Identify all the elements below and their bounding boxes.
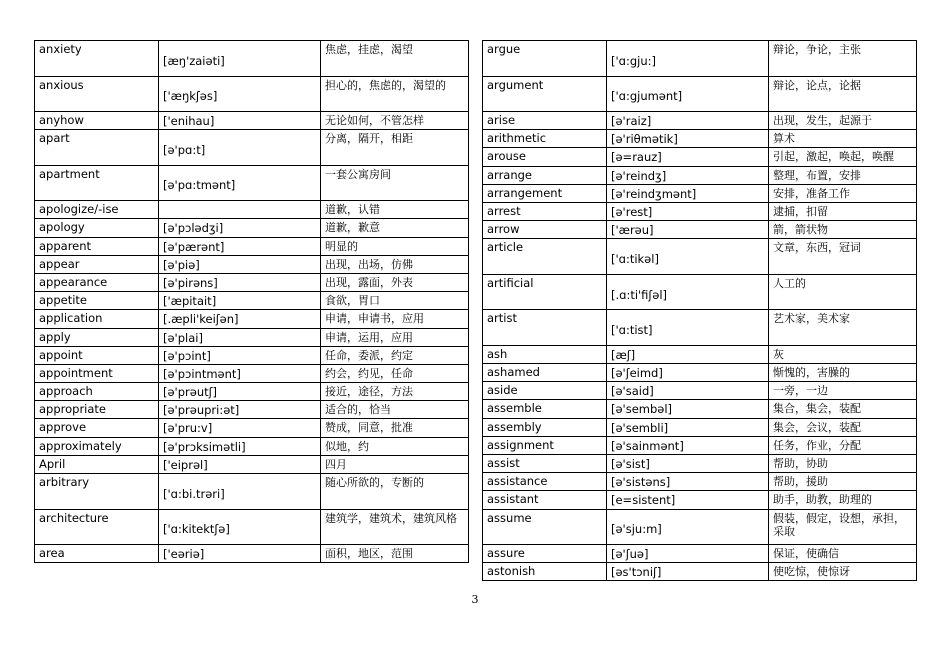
meaning-cell: 一套公寓房间 <box>321 165 469 201</box>
vocab-row <box>35 474 469 510</box>
phonetic-cell: [ə'prəupri:ət] <box>159 401 321 419</box>
word-cell: argument <box>483 76 607 112</box>
vocab-row <box>35 292 469 310</box>
phonetic-cell: ['æŋkʃəs] <box>159 76 321 112</box>
meaning-cell: 似地，约 <box>321 437 469 455</box>
word-cell: assist <box>483 454 607 472</box>
phonetic-cell: ['eəriə] <box>159 545 321 563</box>
word-cell: apology <box>35 219 159 237</box>
phonetic-cell: ['ɑ:kitektʃə] <box>159 509 321 545</box>
phonetic-cell: ['enihau] <box>159 112 321 130</box>
word-cell: arrange <box>483 166 607 184</box>
phonetic-cell: [ə'ʃeimd] <box>607 364 769 382</box>
word-cell: approve <box>35 419 159 437</box>
word-cell: arbitrary <box>35 474 159 510</box>
word-cell: ashamed <box>483 364 607 382</box>
word-cell: astonish <box>483 563 607 581</box>
word-cell: artist <box>483 310 607 346</box>
word-cell: appropriate <box>35 401 159 419</box>
phonetic-cell: [ə'sembli] <box>607 418 769 436</box>
word-cell: area <box>35 545 159 563</box>
phonetic-cell: ['ɑ:tikəl] <box>607 239 769 275</box>
meaning-cell: 助手，助教，助理的 <box>769 491 917 509</box>
word-cell: argue <box>483 41 607 77</box>
meaning-cell: 面积，地区，范围 <box>321 545 469 563</box>
phonetic-cell: [ə'sembəl] <box>607 400 769 418</box>
vocab-row <box>483 345 917 363</box>
vocab-row <box>483 382 917 400</box>
meaning-cell: 帮助，援助 <box>769 473 917 491</box>
meaning-cell: 箭，箭状物 <box>769 221 917 239</box>
vocab-row <box>35 346 469 364</box>
phonetic-cell: ['ɑ:bi.trəri] <box>159 474 321 510</box>
meaning-cell: 集会，会议，装配 <box>769 418 917 436</box>
meaning-cell: 出现，发生，起源于 <box>769 112 917 130</box>
word-cell: ash <box>483 345 607 363</box>
vocab-row <box>35 201 469 219</box>
word-cell: apply <box>35 328 159 346</box>
meaning-cell: 保证，使确信 <box>769 545 917 563</box>
phonetic-cell: [ə'pirəns] <box>159 273 321 291</box>
word-cell: appear <box>35 255 159 273</box>
meaning-cell: 安排，准备工作 <box>769 184 917 202</box>
vocab-row <box>483 509 917 545</box>
phonetic-cell: [ə'pɔlədʒi] <box>159 219 321 237</box>
phonetic-cell: [ə'piə] <box>159 255 321 273</box>
meaning-cell: 文章，东西，冠词 <box>769 239 917 275</box>
meaning-cell: 随心所欲的，专断的 <box>321 474 469 510</box>
meaning-cell: 辩论，论点，论据 <box>769 76 917 112</box>
phonetic-cell: ['ærəu] <box>607 221 769 239</box>
vocab-row <box>35 545 469 563</box>
vocab-row <box>483 418 917 436</box>
word-cell: artificial <box>483 274 607 310</box>
meaning-cell: 申请，运用，应用 <box>321 328 469 346</box>
phonetic-cell: [ə'riθmətik] <box>607 130 769 148</box>
meaning-cell: 接近，途径，方法 <box>321 383 469 401</box>
vocab-row <box>35 401 469 419</box>
phonetic-cell: [ə'prəutʃ] <box>159 383 321 401</box>
meaning-cell: 一旁，一边 <box>769 382 917 400</box>
meaning-cell: 约会，约见，任命 <box>321 364 469 382</box>
page-number: 3 <box>471 593 479 606</box>
vocab-row <box>483 112 917 130</box>
meaning-cell: 道歉，歉意 <box>321 219 469 237</box>
meaning-cell: 四月 <box>321 455 469 473</box>
vocab-row <box>35 41 469 77</box>
meaning-cell: 艺术家，美术家 <box>769 310 917 346</box>
phonetic-cell: [ə'pɑ:t] <box>159 130 321 166</box>
phonetic-cell: [ə'pɔint] <box>159 346 321 364</box>
meaning-cell: 任命，委派，约定 <box>321 346 469 364</box>
meaning-cell: 出现，出场，仿佛 <box>321 255 469 273</box>
phonetic-cell: [ə'raiz] <box>607 112 769 130</box>
vocab-row <box>483 436 917 454</box>
vocab-row <box>483 202 917 220</box>
meaning-cell: 焦虑，挂虑，渴望 <box>321 41 469 77</box>
word-cell: appointment <box>35 364 159 382</box>
word-cell: arithmetic <box>483 130 607 148</box>
phonetic-cell: [ə'pru:v] <box>159 419 321 437</box>
meaning-cell: 担心的，焦虑的，渴望的 <box>321 76 469 112</box>
vocab-row <box>483 563 917 581</box>
vocab-row <box>483 76 917 112</box>
word-cell: arrow <box>483 221 607 239</box>
phonetic-cell: [ə'sist] <box>607 454 769 472</box>
phonetic-cell: [ə'reindʒmənt] <box>607 184 769 202</box>
meaning-cell: 申请，申请书，应用 <box>321 310 469 328</box>
meaning-cell: 建筑学，建筑术，建筑风格 <box>321 509 469 545</box>
word-cell: apart <box>35 130 159 166</box>
phonetic-cell: [ə'sju:m] <box>607 509 769 545</box>
word-cell: apparent <box>35 237 159 255</box>
vocab-row <box>35 130 469 166</box>
vocab-row <box>483 41 917 77</box>
vocab-row <box>483 310 917 346</box>
phonetic-cell: [əs'tɔniʃ] <box>607 563 769 581</box>
word-cell: assembly <box>483 418 607 436</box>
phonetic-cell: [ə'prɔksimətli] <box>159 437 321 455</box>
meaning-cell: 道歉，认错 <box>321 201 469 219</box>
vocab-row <box>35 383 469 401</box>
meaning-cell: 集合，集会，装配 <box>769 400 917 418</box>
meaning-cell: 逮捕，扣留 <box>769 202 917 220</box>
phonetic-cell: [.æpli'keiʃən] <box>159 310 321 328</box>
phonetic-cell: ['ɑ:gjumənt] <box>607 76 769 112</box>
phonetic-cell: [ə'sainmənt] <box>607 436 769 454</box>
vocab-row <box>35 219 469 237</box>
phonetic-cell: ['æpitait] <box>159 292 321 310</box>
phonetic-cell: [ə'pɑ:tmənt] <box>159 165 321 201</box>
vocab-row <box>35 419 469 437</box>
word-cell: appearance <box>35 273 159 291</box>
vocab-row <box>483 400 917 418</box>
word-cell: article <box>483 239 607 275</box>
vocab-row <box>35 509 469 545</box>
vocab-row <box>483 454 917 472</box>
word-cell: April <box>35 455 159 473</box>
word-cell: application <box>35 310 159 328</box>
meaning-cell: 分离，隔开，相距 <box>321 130 469 166</box>
word-cell: arrest <box>483 202 607 220</box>
meaning-cell: 无论如何，不管怎样 <box>321 112 469 130</box>
meaning-cell: 算术 <box>769 130 917 148</box>
vocab-row <box>35 76 469 112</box>
phonetic-cell: [ə'reindʒ] <box>607 166 769 184</box>
word-cell: architecture <box>35 509 159 545</box>
word-cell: anxious <box>35 76 159 112</box>
vocab-row <box>35 237 469 255</box>
vocab-row <box>483 545 917 563</box>
word-cell: appoint <box>35 346 159 364</box>
vocab-row <box>483 274 917 310</box>
meaning-cell: 适合的，恰当 <box>321 401 469 419</box>
word-cell: approach <box>35 383 159 401</box>
phonetic-cell: ['eiprəl] <box>159 455 321 473</box>
meaning-cell: 任务，作业，分配 <box>769 436 917 454</box>
word-cell: assistance <box>483 473 607 491</box>
vocab-row <box>483 473 917 491</box>
phonetic-cell: [ə'said] <box>607 382 769 400</box>
meaning-cell: 明显的 <box>321 237 469 255</box>
phonetic-cell: [æʃ] <box>607 345 769 363</box>
meaning-cell: 灰 <box>769 345 917 363</box>
word-cell: appetite <box>35 292 159 310</box>
vocab-row <box>35 437 469 455</box>
vocab-row <box>483 184 917 202</box>
vocab-row <box>483 491 917 509</box>
word-cell: arise <box>483 112 607 130</box>
phonetic-cell: [e=sistent] <box>607 491 769 509</box>
meaning-cell: 出现，露面，外表 <box>321 273 469 291</box>
word-cell: arouse <box>483 148 607 166</box>
meaning-cell: 赞成，同意，批准 <box>321 419 469 437</box>
vocab-row <box>35 255 469 273</box>
word-cell: anyhow <box>35 112 159 130</box>
word-cell: assemble <box>483 400 607 418</box>
vocab-row <box>35 364 469 382</box>
meaning-cell: 人工的 <box>769 274 917 310</box>
meaning-cell: 假装，假定，设想，承担，采取 <box>769 509 917 545</box>
phonetic-cell: [ə'ʃuə] <box>607 545 769 563</box>
word-cell: aside <box>483 382 607 400</box>
word-cell: approximately <box>35 437 159 455</box>
phonetic-cell: [ə'pærənt] <box>159 237 321 255</box>
word-cell: assure <box>483 545 607 563</box>
meaning-cell: 辩论，争论，主张 <box>769 41 917 77</box>
phonetic-cell: [æŋ'zaiəti] <box>159 41 321 77</box>
vocab-row <box>35 310 469 328</box>
vocab-row <box>35 455 469 473</box>
word-cell: anxiety <box>35 41 159 77</box>
meaning-cell: 惭愧的，害臊的 <box>769 364 917 382</box>
meaning-cell: 使吃惊，使惊讶 <box>769 563 917 581</box>
vocab-row <box>35 273 469 291</box>
vocab-row <box>483 221 917 239</box>
vocab-row <box>483 364 917 382</box>
word-cell: assistant <box>483 491 607 509</box>
right-vocabulary-table <box>482 40 917 581</box>
left-vocabulary-table <box>34 40 469 563</box>
phonetic-cell: ['ɑ:tist] <box>607 310 769 346</box>
vocab-row <box>35 165 469 201</box>
word-cell: apologize/-ise <box>35 201 159 219</box>
vocab-row <box>483 239 917 275</box>
phonetic-cell: [ə'sistəns] <box>607 473 769 491</box>
meaning-cell: 引起，激起，唤起，唤醒 <box>769 148 917 166</box>
phonetic-cell: [ə=rauz] <box>607 148 769 166</box>
phonetic-cell: [ə'rest] <box>607 202 769 220</box>
phonetic-cell: [ə'plai] <box>159 328 321 346</box>
word-cell: apartment <box>35 165 159 201</box>
meaning-cell: 食欲，胃口 <box>321 292 469 310</box>
phonetic-cell: [.ɑ:ti'fiʃəl] <box>607 274 769 310</box>
meaning-cell: 整理，布置，安排 <box>769 166 917 184</box>
meaning-cell: 帮助，协助 <box>769 454 917 472</box>
vocab-row <box>35 328 469 346</box>
vocab-row <box>483 166 917 184</box>
vocab-row <box>35 112 469 130</box>
word-cell: assignment <box>483 436 607 454</box>
word-cell: arrangement <box>483 184 607 202</box>
word-cell: assume <box>483 509 607 545</box>
phonetic-cell: [ə'pɔintmənt] <box>159 364 321 382</box>
vocab-row <box>483 148 917 166</box>
phonetic-cell: ['ɑ:gju:] <box>607 41 769 77</box>
vocab-row <box>483 130 917 148</box>
phonetic-cell <box>159 201 321 219</box>
